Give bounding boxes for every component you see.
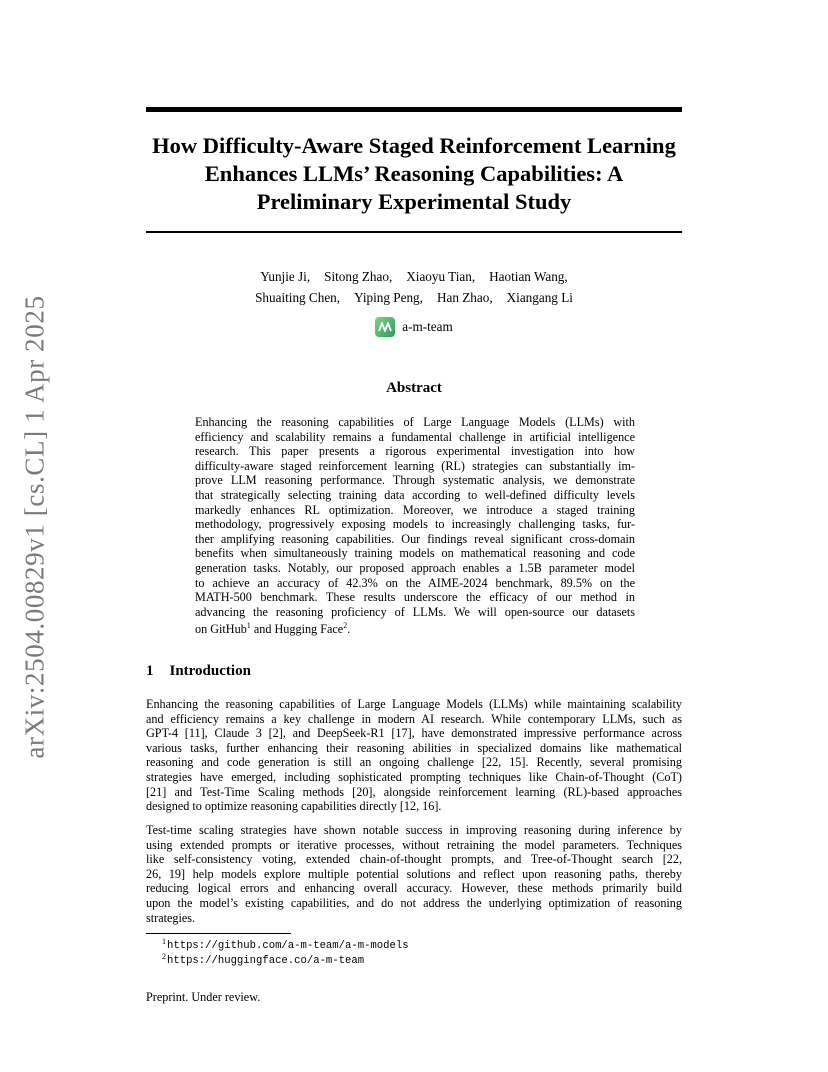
paragraph-line: Test-time scaling strategies have shown notable success in improving reasoning during inference by	[146, 823, 682, 837]
paragraph-line: GPT-4 [11], Claude 3 [2], and DeepSeek-R1 [17], have demonstrated impressive performance across	[146, 726, 682, 741]
abstract-line: benefits when simultaneously training models on mathematical reasoning and code	[195, 546, 635, 561]
paragraph-line: 26, 19] help models explore multiple potential solutions and reflect upon reasoning paths, thereby	[146, 866, 682, 881]
arxiv-sidebar	[15, 292, 55, 762]
footnote-2	[162, 952, 364, 967]
paper-title	[146, 132, 682, 216]
abstract-line: ther amplifying reasoning capabilities. Our findings reveal significant cross-domain	[195, 531, 635, 546]
abstract-line: to achieve an accuracy of 42.3% on the AIME-2024 benchmark, 89.5% on the	[195, 575, 635, 590]
paragraph-line: Enhancing the reasoning capabilities of Large Language Models (LLMs) while maintaining scalability	[146, 697, 682, 711]
paragraph-line: using extended prompts or iterative processes, without retraining the model parameters. Techniques	[146, 837, 682, 852]
abstract-line: that strategically selecting training data according to well-defined difficulty levels	[195, 487, 635, 502]
author-name: Shuaiting Chen,	[255, 290, 341, 305]
paragraph-line: reducing logical errors and enhancing overall accuracy. However, these methods primarily build	[146, 881, 682, 896]
abstract-body	[195, 415, 635, 637]
footnote-ref-1[interactable]: 1	[246, 621, 251, 631]
paragraph-line: and efficiency remains a key challenge in modern AI research. While contemporary LLMs, such as	[146, 711, 682, 726]
team-logo-icon	[375, 317, 395, 337]
author-name: Xiaoyu Tian,	[406, 269, 476, 284]
paragraph-line: strategies.	[146, 910, 196, 925]
abstract-line: research. This paper presents a rigorous experimental investigation into how	[195, 444, 635, 459]
author-name: Yiping Peng,	[354, 290, 423, 305]
title-top-rule	[146, 107, 682, 112]
organization	[146, 317, 682, 337]
title-line: Preliminary Experimental Study	[256, 189, 572, 214]
footnote-mark: 2	[162, 952, 166, 961]
paragraph-line: upon the model’s existing capabilities, and do not address the underlying optimization of reasoning	[146, 895, 682, 910]
arxiv-identifier: arXiv:2504.00829v1 [cs.CL] 1 Apr 2025	[19, 295, 50, 759]
abstract-line: markedly enhances RL optimization. Moreover, we introduce a staged training	[195, 502, 635, 517]
paragraph-line: [21] and Test-Time Scaling methods [20], alongside reinforcement learning (RL)-based approaches	[146, 784, 682, 799]
author-name: Han Zhao,	[436, 290, 493, 305]
author-list	[146, 266, 682, 308]
author-name: Sitong Zhao,	[324, 269, 393, 284]
author-name: Xiangang Li	[506, 290, 573, 305]
footnote-link-github[interactable]: https://github.com/a-m-team/a-m-models	[167, 940, 409, 952]
footnote-link-huggingface[interactable]: https://huggingface.co/a-m-team	[167, 955, 365, 967]
abstract-line: methodology, progressively exposing models to increasingly challenging tasks, fur-	[195, 517, 635, 532]
preprint-footer: Preprint. Under review.	[146, 990, 261, 1004]
organization-name: a-m-team	[402, 319, 453, 334]
abstract-last-line: on GitHub$^1$ and Hugging Face$^2$.	[195, 621, 351, 637]
author-name: Yunjie Ji,	[260, 269, 311, 284]
author-name: Haotian Wang,	[489, 269, 568, 284]
footnote-1	[162, 937, 409, 952]
title-line: Enhances LLMs’ Reasoning Capabilities: A	[204, 161, 624, 186]
section-number: 1	[146, 663, 154, 679]
paragraph-line: like self-consistency voting, extended chain-of-thought prompts, and Tree-of-Thought search [22,	[146, 852, 682, 867]
footnote-rule	[146, 933, 291, 934]
intro-paragraph-2	[146, 823, 682, 925]
abstract-line: prove LLM reasoning performance. Through systematic analysis, we demonstrate	[195, 473, 635, 488]
abstract-line: difficulty-aware staged reinforcement learning (RL) strategies can substantially im-	[195, 458, 635, 473]
footnote-ref-2[interactable]: 2	[343, 621, 348, 631]
paragraph-line: designed to optimize reasoning capabilities directly [12, 16].	[146, 799, 442, 814]
intro-paragraph-1	[146, 697, 682, 814]
abstract-line: efficiency and scalability remains a fundamental challenge in artificial intelligence	[195, 429, 635, 444]
paragraph-line: reasoning and code generation is still an ongoing challenge [22, 15]. Recently, several promising	[146, 755, 682, 770]
abstract-line: generation tasks. Notably, our proposed approach enables a 1.5B parameter model	[195, 560, 635, 575]
section-heading-introduction	[146, 663, 251, 680]
title-line: How Difficulty-Aware Staged Reinforcement Learning	[152, 133, 676, 158]
abstract-heading: Abstract	[386, 380, 442, 396]
abstract-line: advancing the reasoning proficiency of LLMs. We will open-source our datasets	[195, 604, 635, 619]
paragraph-line: various tasks, further enhancing their reasoning abilities in specialized domains like mathematical	[146, 740, 682, 755]
title-bottom-rule	[146, 231, 682, 233]
abstract-line: Enhancing the reasoning capabilities of Large Language Models (LLMs) with	[195, 415, 635, 429]
abstract-line: MATH-500 benchmark. These results underscore the efficacy of our method in	[195, 590, 635, 605]
footnote-mark: 1	[162, 937, 166, 946]
paragraph-line: strategies have emerged, including sophisticated prompting techniques like Chain-of-Thought (CoT)	[146, 769, 682, 784]
section-title: Introduction	[169, 663, 251, 679]
